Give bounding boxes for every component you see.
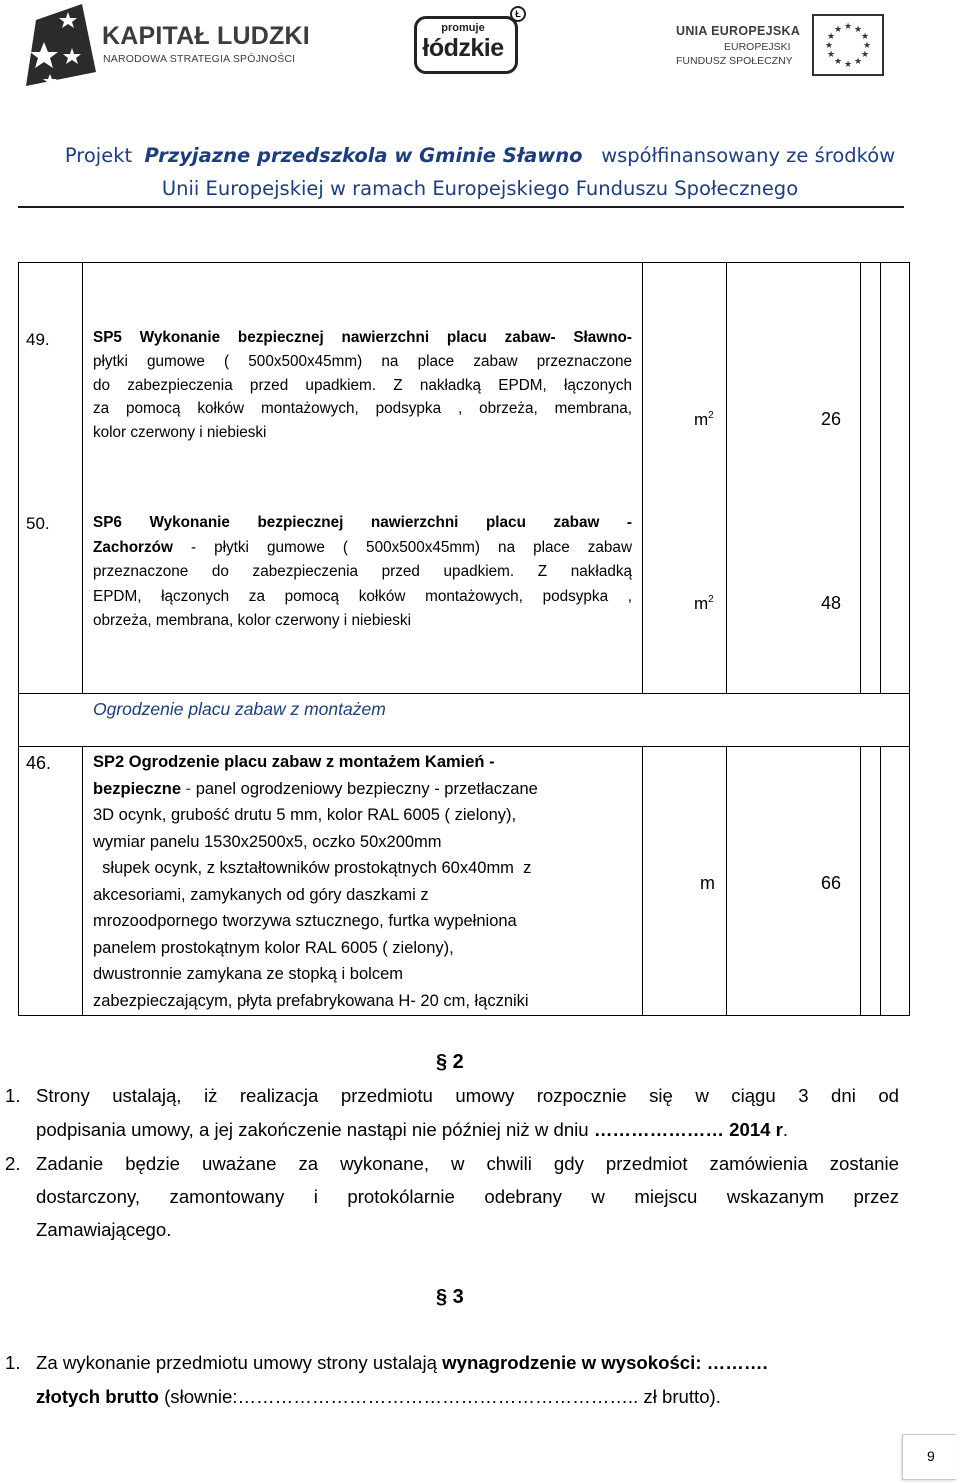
table-col-divider — [880, 746, 881, 1015]
description-line: EPDM, łączonych za pomocą kołków montażowych, podsypka , — [93, 587, 632, 605]
svg-text:★: ★ — [860, 50, 870, 60]
unit-exponent: 2 — [708, 410, 714, 421]
row-unit — [694, 594, 714, 614]
lodzkie-circle-mark: Ł — [510, 6, 526, 22]
unit-symbol: m — [694, 410, 709, 429]
description-line: kolor czerwony i niebieski — [93, 424, 267, 442]
paragraph-line: dostarczony, zamontowany i protokólarnie odebrany w miejscu wskazanym przez — [36, 1186, 899, 1207]
eu-flag-icon — [812, 14, 884, 76]
kapital-ludzki-subtitle: NARODOWA STRATEGIA SPÓJNOŚCI — [103, 53, 296, 65]
svg-text:★: ★ — [833, 57, 843, 67]
promuje-lodzkie-logo — [414, 6, 526, 76]
table-row-divider — [18, 746, 910, 747]
project-header-line1 — [0, 144, 960, 167]
section-heading: § 3 — [436, 1286, 464, 1308]
remuneration-amount-placeholder: wynagrodzenie w wysokości: ………. — [442, 1352, 768, 1373]
page-number: 9 — [927, 1448, 935, 1464]
description-line: mrozoodpornego tworzywa sztucznego, furtka wypełniona — [93, 912, 517, 930]
paragraph-line — [36, 1352, 768, 1374]
description-line: za pomocą kołków montażowych, podsypka , obrzeża, membrana, — [93, 400, 632, 418]
svg-text:★: ★ — [826, 32, 836, 42]
svg-text:★: ★ — [853, 57, 863, 67]
description-line: wymiar panelu 1530x2500x5, oczko 50x200mm — [93, 832, 442, 851]
eu-logo-line1: UNIA EUROPEJSKA — [676, 24, 801, 38]
svg-text:★: ★ — [860, 32, 870, 42]
paragraph-line — [36, 1119, 788, 1141]
row-unit: m — [700, 873, 715, 893]
table-col-divider — [642, 262, 643, 693]
svg-text:★: ★ — [824, 41, 834, 51]
paragraph-text: Za wykonanie przedmiotu umowy strony ustalają — [36, 1352, 443, 1373]
row-quantity: 48 — [821, 593, 842, 613]
completion-date-placeholder: ………………… 2014 r — [593, 1119, 783, 1140]
paragraph-line: Strony ustalają, iż realizacja przedmiotu umowy rozpocznie się w ciągu 3 dni od — [36, 1085, 899, 1106]
description-line: słupek ocynk, z kształtowników prostokątnych 60x40mm z — [93, 859, 532, 877]
header-prefix: Projekt — [64, 144, 133, 167]
project-header-line2: Unii Europejskiej w ramach Europejskiego Funduszu Społecznego — [161, 177, 799, 200]
row-description — [93, 511, 632, 634]
paragraph-line — [36, 1386, 721, 1408]
paragraph-text: . — [782, 1119, 789, 1140]
paragraph-number: 2. — [5, 1153, 21, 1174]
description-line: SP6 Wykonanie bezpiecznej nawierzchni placu zabaw - — [93, 514, 632, 531]
description-line — [93, 536, 632, 561]
description-line: 3D ocynk, grubość drutu 5 mm, kolor RAL 6005 ( zielony), — [93, 806, 517, 824]
row-number: 50. — [26, 514, 50, 533]
row-description — [93, 326, 632, 445]
description-line: płytki gumowe ( 500x500x45mm) na place zabaw przeznaczone — [93, 352, 632, 370]
description-bold-part: bezpieczne — [93, 779, 182, 798]
table-border-bottom — [18, 1015, 910, 1016]
svg-text:★: ★ — [833, 25, 843, 35]
description-line: zabezpieczającym, płyta prefabrykowana H- 20 cm, łączniki — [93, 991, 529, 1010]
svg-text:★: ★ — [826, 50, 836, 60]
paragraph-number: 1. — [5, 1352, 21, 1373]
table-border-top — [18, 262, 910, 263]
description-line: panelem prostokątnym kolor RAL 6005 ( zielony), — [93, 938, 454, 957]
gross-label: złotych brutto — [36, 1386, 159, 1407]
table-col-divider — [726, 262, 727, 693]
paragraph-text: podpisania umowy, a jej zakończenie nastąpi nie później niż w dniu — [36, 1119, 594, 1140]
kapital-ludzki-logo — [22, 2, 312, 88]
unit-symbol: m — [694, 594, 709, 613]
header-divider — [18, 206, 904, 208]
description-line: do zabezpieczenia przed upadkiem. Z nakładką EPDM, łączonych — [93, 376, 632, 394]
page-number-box — [902, 1434, 956, 1480]
table-col-divider — [860, 262, 861, 693]
description-bold-part: Zachorzów — [93, 538, 173, 556]
description-line: obrzeża, membrana, kolor czerwony i niebieski — [93, 612, 411, 629]
lodzkie-logo-line1: promuje — [441, 22, 485, 34]
row-number: 49. — [26, 330, 50, 349]
table-section-title: Ogrodzenie placu zabaw z montażem — [93, 699, 386, 719]
header-suffix: współfinansowany ze środków — [601, 144, 896, 167]
kapital-ludzki-title: KAPITAŁ LUDZKI — [102, 22, 310, 50]
eu-logo — [676, 14, 886, 78]
table-col-divider — [82, 262, 83, 693]
paragraph-line: Zamawiającego. — [36, 1219, 172, 1240]
description-line: SP2 Ogrodzenie placu zabaw z montażem Kamień - — [93, 753, 495, 771]
red-dash: - — [181, 779, 196, 798]
table-col-divider — [642, 746, 643, 1015]
table-col-divider — [726, 746, 727, 1015]
unit-exponent: 2 — [708, 594, 714, 605]
table-border-right — [909, 262, 910, 1015]
kapital-ludzki-emblem-icon — [22, 2, 100, 88]
table-row-divider — [18, 693, 910, 694]
svg-text:★: ★ — [843, 60, 853, 70]
eu-logo-line3: FUNDUSZ SPOŁECZNY — [676, 55, 793, 67]
description-line: akcesoriami, zamykanych od góry daszkami z — [93, 885, 429, 904]
paragraph-number: 1. — [5, 1085, 21, 1106]
project-title: Przyjazne przedszkola w Gminie Sławno — [144, 144, 583, 167]
description-part: panel ogrodzeniowy bezpieczny - przetłaczane — [195, 779, 538, 798]
eu-logo-line2: EUROPEJSKI — [724, 41, 791, 53]
table-col-divider — [860, 746, 861, 1015]
svg-text:★: ★ — [862, 41, 872, 51]
description-part: - płytki gumowe ( 500x500x45mm) na place zabaw — [172, 538, 632, 556]
row-quantity: 66 — [821, 873, 842, 893]
table-col-divider — [82, 746, 83, 1015]
table-col-divider — [880, 262, 881, 693]
row-number: 46. — [26, 753, 52, 773]
row-quantity: 26 — [821, 409, 842, 429]
table-border-left — [18, 262, 19, 1015]
description-line: SP5 Wykonanie bezpiecznej nawierzchni placu zabaw- Sławno- — [93, 329, 632, 346]
description-line — [93, 776, 638, 803]
description-line: przeznaczone do zabezpieczenia przed upadkiem. Z nakładką — [93, 563, 632, 580]
description-line: dwustronnie zamykana ze stopką i bolcem — [93, 965, 403, 983]
svg-text:★: ★ — [843, 22, 853, 32]
row-unit — [694, 410, 714, 430]
svg-text:★: ★ — [853, 25, 863, 35]
amount-in-words-placeholder: (słownie:……………………………………………………….. zł brutto). — [158, 1386, 721, 1407]
lodzkie-logo-line2: łódzkie — [422, 34, 504, 62]
section-heading: § 2 — [436, 1051, 464, 1073]
paragraph-line: Zadanie będzie uważane za wykonane, w chwili gdy przedmiot zamówienia zostanie — [36, 1153, 899, 1174]
row-description — [93, 749, 638, 1014]
